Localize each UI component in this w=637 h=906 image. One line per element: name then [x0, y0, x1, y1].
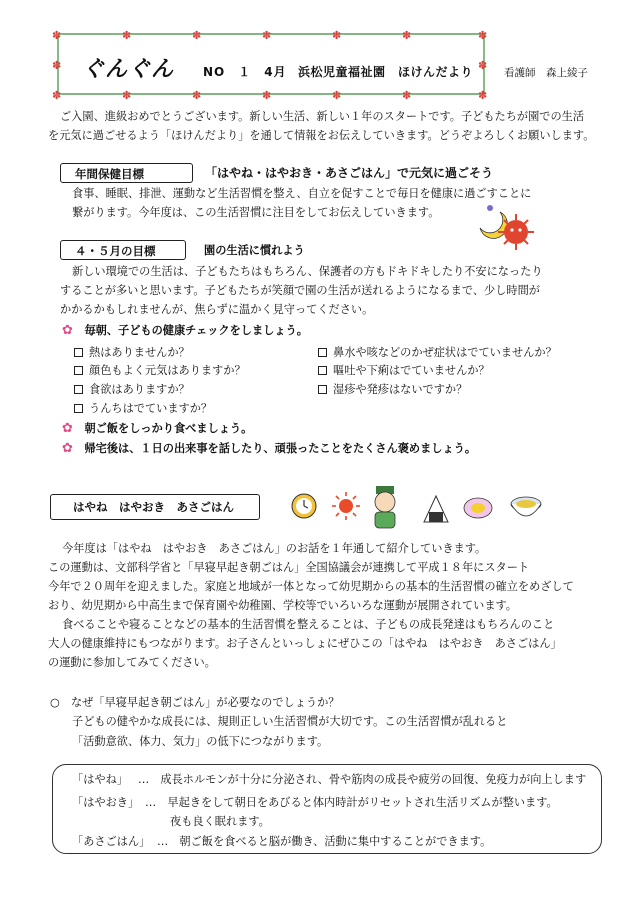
svg-text:✽: ✽ — [478, 29, 488, 42]
check-item: 食欲はありますか？ — [74, 380, 190, 399]
benefit-asagohan-desc: … 朝ご飯を食べると脳が働き、活動に集中することができます。 — [157, 835, 492, 848]
flower-bullet-icon: ✿ — [62, 441, 73, 456]
haya-tab-label: はやね はやおき あさごはん — [73, 500, 234, 514]
checkbox-icon — [318, 348, 327, 357]
month-goal-tab — [60, 240, 186, 260]
benefit-asagohan-key: 「あさごはん」 — [72, 835, 151, 848]
check-heading-row — [62, 321, 308, 340]
clock-icon — [292, 494, 316, 518]
month-goal-heading: 園の生活に慣れよう — [204, 244, 305, 257]
flower-bullet-icon: ✿ — [62, 323, 73, 338]
lifestyle-icons-row — [290, 482, 560, 536]
check-item: うんちはでていますか？ — [74, 399, 212, 418]
svg-text:✽: ✽ — [52, 89, 62, 100]
check-heading: 毎朝、子どもの健康チェックをしましょう。 — [84, 324, 308, 337]
svg-text:✽: ✽ — [122, 29, 132, 42]
check-item: 湿疹や発疹はないですか？ — [318, 380, 467, 399]
checkbox-icon — [74, 404, 83, 413]
month-goal-line-2: することが多いと思います。子どもたちが笑顔で園の生活が送れるようになるまで、少し時間が — [60, 284, 540, 297]
benefit-hayaoki-desc: … 早起きをして朝日をあびると体内時計がリセットされ生活リズムが整います。 — [145, 796, 558, 809]
annual-goal-heading: 「はやね・はやおき・あさごはん」で元気に過ごそう — [205, 166, 494, 180]
svg-text:✽: ✽ — [478, 59, 488, 72]
intro-line-1: ご入園、進級おめでとうございます。新しい生活、新しい１年のスタートです。子どもたちが園での生活 — [60, 110, 585, 123]
haya-paragraph-7: の運動に参加してみてください。 — [48, 656, 216, 669]
svg-text:✽: ✽ — [262, 29, 272, 42]
svg-text:✽: ✽ — [262, 89, 272, 100]
svg-text:✽: ✽ — [402, 29, 412, 42]
soup-bowl-icon — [511, 497, 541, 516]
svg-text:✽: ✽ — [122, 89, 132, 100]
sun-icon — [332, 492, 360, 520]
svg-text:✽: ✽ — [332, 89, 342, 100]
svg-text:✽: ✽ — [478, 89, 488, 100]
checkbox-icon — [74, 366, 83, 375]
issue-number: NO １ 4月 — [203, 65, 287, 79]
month-goal-tab-label: ４・５月の目標 — [75, 244, 156, 258]
organization-name: 浜松児童福祉園 ほけんだより — [298, 65, 474, 79]
flower-bullet-icon: ✿ — [62, 421, 73, 436]
newsletter-title: ぐんぐん — [82, 57, 175, 82]
annual-goal-tab — [60, 163, 193, 183]
haya-paragraph-6: 大人の健康維持にもつながります。お子さんといっしょにぜひこの「はやね はやおき あさごはん」 — [48, 637, 562, 650]
check-item: 顔色もよく元気はありますか？ — [74, 361, 246, 380]
svg-text:✽: ✽ — [192, 89, 202, 100]
haya-paragraph-4: おり、幼児期から中高生まで保育園や幼稚園、学校等でいろいろな運動が展開されています。 — [48, 599, 517, 612]
point-breakfast-row — [62, 419, 252, 438]
svg-text:✽: ✽ — [52, 59, 62, 72]
why-question: ○ なぜ「早寝早起き朝ごはん」が必要なのでしょうか？ — [50, 696, 340, 709]
rice-ball-icon — [424, 496, 448, 522]
haya-tab — [50, 494, 260, 520]
check-item: 鼻水や咳などのかぜ症状はでていませんか？ — [318, 343, 557, 362]
why-line-2: 「活動意欲、体力、気力」の低下につながります。 — [72, 735, 329, 748]
month-goal-line-3: かかるかもしれませんが、焦らずに温かく見守ってください。 — [60, 303, 374, 316]
child-icon — [375, 486, 395, 528]
checkbox-icon — [74, 348, 83, 357]
annual-goal-line-2: 繋がります。今年度は、この生活習慣に注目をしてお伝えしていきます。 — [72, 206, 440, 219]
check-item: 熱はありませんか？ — [74, 343, 190, 362]
point-praise-row — [62, 439, 476, 458]
benefit-hayaoki-key: 「はやおき」 — [72, 796, 140, 809]
haya-paragraph-2: この運動は、文部科学省と「早寝早起き朝ごはん」全国協議会が連携して平成１８年にスタート — [48, 561, 530, 574]
haya-paragraph-5: 食べることや寝ることなどの基本的生活習慣を整えることは、子どもの成長発達はもちろんのこと — [62, 618, 555, 631]
author: 看護師 森上綾子 — [504, 67, 588, 79]
annual-goal-line-1: 食事、睡眠、排泄、運動など生活習慣を整え、自立を促すことで毎日を健康に過ごすことに — [72, 187, 532, 200]
benefit-hayaoki-desc-2: 夜も良く眠れます。 — [170, 815, 270, 828]
benefit-hayane-key: 「はやね」 — [72, 773, 128, 786]
haya-paragraph-3: 今年で２０周年を迎えました。家庭と地域が一体となって幼児期からの基本的生活習慣の確立をめざして — [48, 580, 574, 593]
haya-paragraph-1: 今年度は「はやね はやおき あさごはん」のお話を１年通して紹介していきます。 — [62, 542, 487, 555]
intro-line-2: を元気に過ごせるよう「ほけんだより」を通して情報をお伝えしていきます。どうぞよろしくお願いします。 — [48, 129, 595, 142]
month-goal-line-1: 新しい環境での生活は、子どもたちはもちろん、保護者の方もドキドキしたり不安になったり — [72, 265, 543, 278]
svg-text:✽: ✽ — [192, 29, 202, 42]
svg-text:✽: ✽ — [402, 89, 412, 100]
why-line-1: 子どもの健やかな成長には、規則正しい生活習慣が大切です。この生活習慣が乱れると — [72, 715, 508, 728]
checkbox-icon — [318, 385, 327, 394]
moon-and-germ-illustration — [470, 198, 540, 258]
checkbox-icon — [318, 366, 327, 375]
egg-dish-icon — [464, 498, 492, 518]
annual-goal-tab-label: 年間保健目標 — [75, 167, 144, 181]
check-item: 嘔吐や下痢はでていませんか？ — [318, 361, 490, 380]
svg-text:✽: ✽ — [52, 29, 62, 42]
benefit-hayane-desc: … 成長ホルモンが十分に分泌され、骨や筋肉の成長や疲労の回復、免疫力が向上します — [138, 773, 587, 786]
point-breakfast: 朝ご飯をしっかり食べましょう。 — [84, 422, 253, 435]
point-praise: 帰宅後は、１日の出来事を話したり、頑張ったことをたくさん褒めましょう。 — [84, 442, 477, 455]
checkbox-icon — [74, 385, 83, 394]
svg-text:✽: ✽ — [332, 29, 342, 42]
